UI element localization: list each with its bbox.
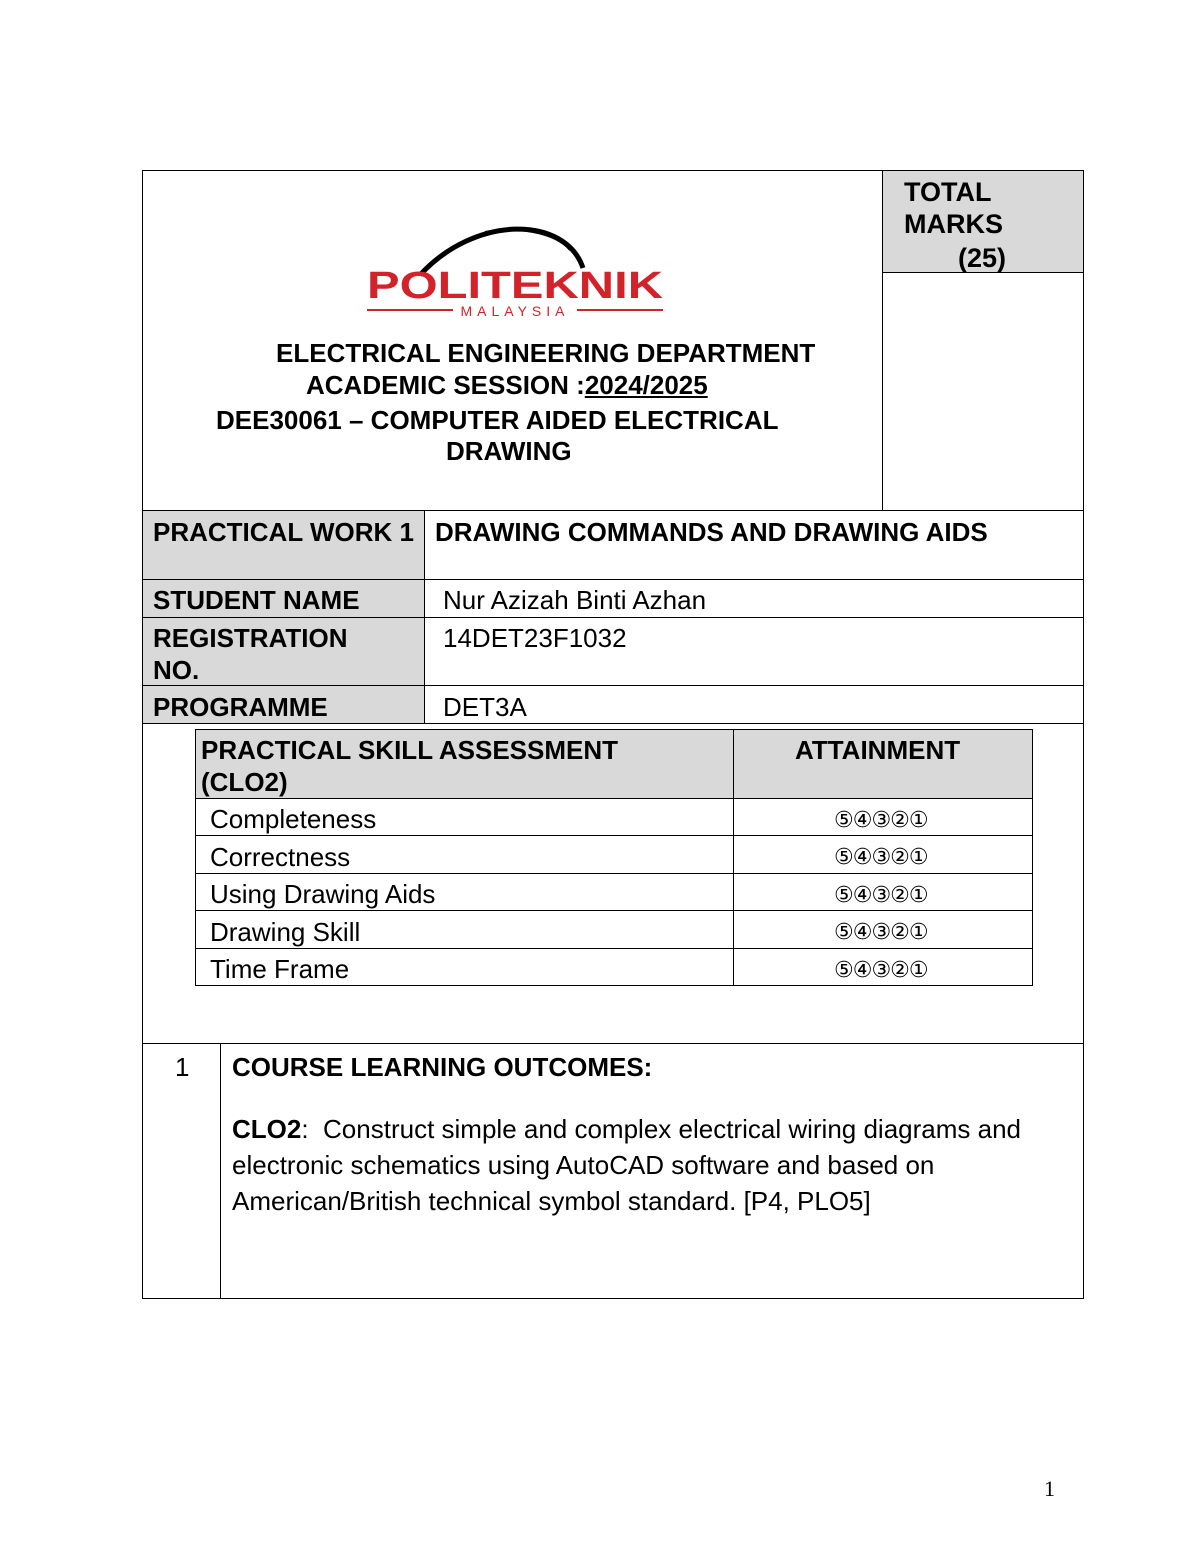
criterion-time-frame: Time Frame (210, 954, 350, 984)
clo-number: 1 (175, 1052, 190, 1082)
clo-colon: : (301, 1114, 309, 1144)
department-title: ELECTRICAL ENGINEERING DEPARTMENT (276, 338, 816, 368)
assess-left-border (195, 729, 196, 986)
criterion-drawing-aids: Using Drawing Aids (210, 879, 436, 909)
grid-right-border (1083, 510, 1084, 1299)
programme-value: DET3A (443, 692, 527, 722)
total-marks-value: (25) (958, 243, 1007, 273)
assess-line (195, 835, 1033, 836)
page-number: 1 (1044, 1476, 1055, 1501)
clo-bottom-line (142, 1298, 1084, 1299)
grid-line (142, 510, 1084, 511)
assess-line (195, 798, 1033, 799)
criterion-correctness: Correctness (210, 842, 351, 872)
assess-line (195, 873, 1033, 874)
rating-drawing-skill[interactable]: ⑤④③②① (834, 919, 928, 944)
assess-right-border (1032, 729, 1033, 986)
clo-text: Construct simple and complex electrical wiring diagrams and electronic schematics using AutoCAD software and based on American/British technical symbol standard. (232, 1114, 1021, 1216)
criterion-drawing-skill: Drawing Skill (210, 917, 361, 947)
assess-line (195, 729, 1033, 730)
session-value: 2024/2025 (584, 370, 708, 400)
politeknik-logo (365, 220, 665, 320)
rating-time-frame[interactable]: ⑤④③②① (834, 957, 928, 982)
clo-description (232, 1111, 1072, 1219)
session-label: ACADEMIC SESSION : (306, 370, 585, 400)
grid-line (142, 579, 1084, 580)
clo-top-line (142, 1043, 1084, 1044)
assess-col-divider (733, 729, 734, 986)
registration-value: 14DET23F1032 (443, 623, 627, 653)
logo-name-text: POLITEKNIK (367, 265, 664, 307)
registration-label: REGISTRATION NO. (153, 623, 348, 685)
attainment-header: ATTAINMENT (795, 735, 961, 765)
practical-work-value: DRAWING COMMANDS AND DRAWING AIDS (435, 517, 988, 547)
rating-drawing-aids[interactable]: ⑤④③②① (834, 882, 928, 907)
total-marks-label: TOTAL MARKS (904, 177, 1003, 239)
rating-completeness[interactable]: ⑤④③②① (834, 807, 928, 832)
clo-ref: [P4, PLO5] (743, 1186, 871, 1216)
course-title-line1: DEE30061 – COMPUTER AIDED ELECTRICAL (216, 405, 779, 435)
rating-correctness[interactable]: ⑤④③②① (834, 844, 928, 869)
grid-line (142, 723, 1084, 724)
clo-col-divider (220, 1043, 221, 1299)
course-title-line2: DRAWING (446, 436, 572, 466)
clo-heading: COURSE LEARNING OUTCOMES: (232, 1052, 653, 1082)
student-name-value: Nur Azizah Binti Azhan (443, 585, 707, 615)
assess-line (195, 948, 1033, 949)
grid-left-border (142, 510, 143, 1299)
grid-line (142, 617, 1084, 618)
grid-col-divider (424, 510, 425, 723)
criterion-completeness: Completeness (210, 804, 377, 834)
assess-line (195, 910, 1033, 911)
assess-line (195, 985, 1033, 986)
programme-label: PROGRAMME (153, 692, 328, 722)
logo-country-text: MALAYSIA (460, 303, 570, 319)
academic-session (306, 369, 708, 401)
student-name-label: STUDENT NAME (153, 585, 360, 615)
clo-code: CLO2 (232, 1114, 302, 1144)
practical-work-label: PRACTICAL WORK 1 (153, 517, 414, 547)
skill-assessment-header: PRACTICAL SKILL ASSESSMENT (CLO2) (201, 735, 619, 797)
